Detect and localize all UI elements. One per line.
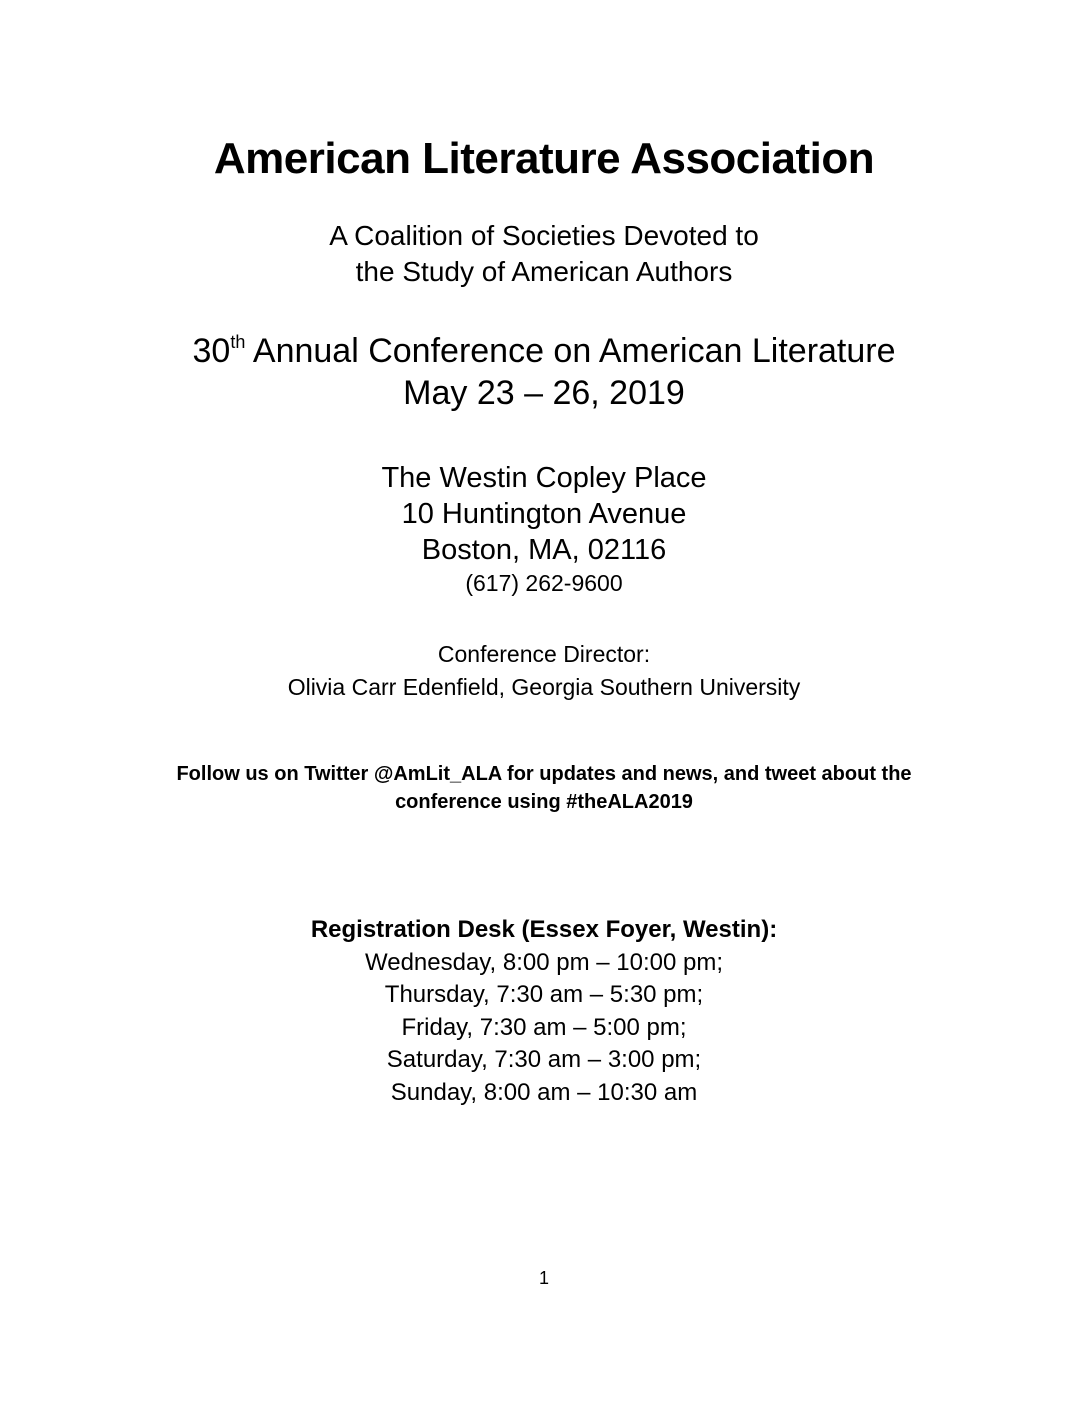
registration-desk xyxy=(0,914,1088,1109)
page-title xyxy=(0,134,1088,184)
registration-hours-thursday: Thursday, 7:30 am – 5:30 pm; xyxy=(384,981,704,1008)
registration-hours-wednesday: Wednesday, 8:00 pm – 10:00 pm; xyxy=(365,948,723,976)
page-number xyxy=(0,1268,1088,1289)
registration-hours-sunday: Sunday, 8:00 am – 10:30 am xyxy=(390,1078,698,1106)
venue-address xyxy=(0,460,1088,598)
director-name: Olivia Carr Edenfield, Georgia Southern University xyxy=(287,674,801,700)
twitter-line-2: conference using #theALA2019 xyxy=(395,791,693,813)
registration-hours-friday: Friday, 7:30 am – 5:00 pm; xyxy=(401,1013,687,1041)
subtitle xyxy=(0,218,1088,290)
venue-city: Boston, MA, 02116 xyxy=(421,534,667,566)
director-label: Conference Director: xyxy=(437,641,651,667)
subtitle-line-2: the Study of American Authors xyxy=(355,256,733,287)
venue-phone: (617) 262-9600 xyxy=(465,570,623,596)
conference-ordinal-number: 30 xyxy=(192,332,231,370)
registration-hours-saturday: Saturday, 7:30 am – 3:00 pm; xyxy=(386,1046,702,1073)
subtitle-line-1: A Coalition of Societies Devoted to xyxy=(329,220,759,251)
association-name: American Literature Association xyxy=(213,134,875,183)
conference-ordinal-suffix: th xyxy=(230,332,246,352)
venue-street: 10 Huntington Avenue xyxy=(401,498,687,530)
conference-dates: May 23 – 26, 2019 xyxy=(403,374,685,412)
twitter-line-1: Follow us on Twitter @AmLit_ALA for updates and news, and tweet about the xyxy=(176,763,912,785)
venue-hotel: The Westin Copley Place xyxy=(381,462,707,494)
twitter-notice xyxy=(0,760,1088,816)
conference-info xyxy=(0,330,1088,414)
page-number-value: 1 xyxy=(538,1268,549,1288)
registration-heading: Registration Desk (Essex Foyer, Westin): xyxy=(310,916,778,943)
conference-name: Annual Conference on American Literature xyxy=(245,332,896,370)
conference-director xyxy=(0,638,1088,704)
conference-name-line xyxy=(0,330,1088,372)
